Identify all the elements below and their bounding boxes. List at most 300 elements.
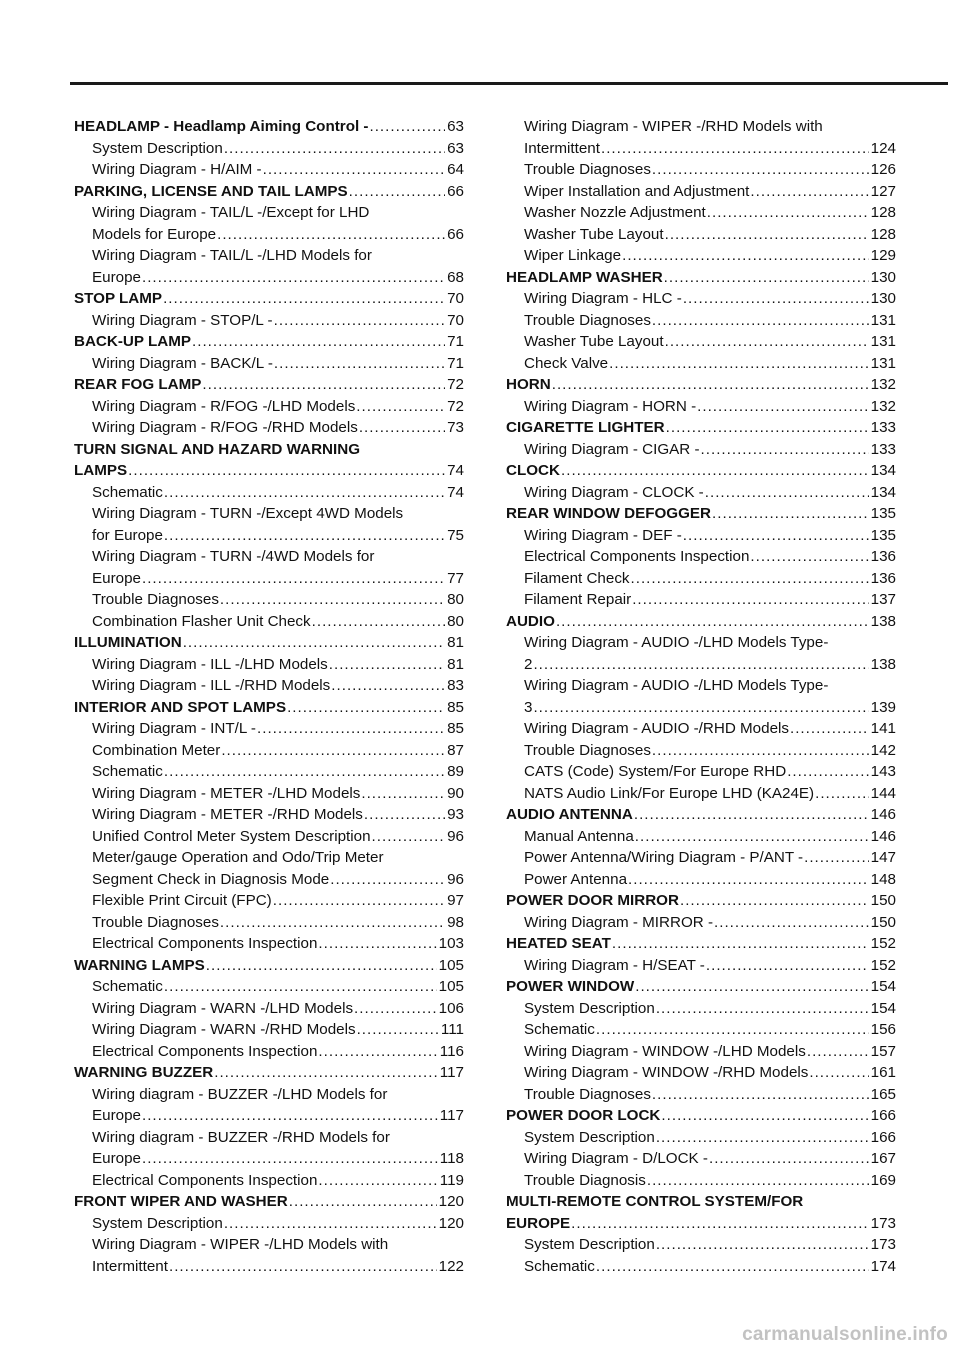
dot-leader: [318, 1041, 437, 1063]
toc-entry[interactable]: [506, 1041, 896, 1063]
toc-entry-label: Europe: [92, 1150, 141, 1167]
dot-leader: [556, 611, 869, 633]
toc-entry-label: Trouble Diagnoses: [92, 591, 219, 608]
toc-entry[interactable]: [506, 955, 896, 977]
toc-page-number: 80: [447, 612, 464, 630]
toc-entry[interactable]: [74, 1148, 464, 1170]
toc-entry[interactable]: [506, 396, 896, 418]
toc-section-heading[interactable]: [74, 116, 464, 138]
toc-page-number: 105: [438, 956, 464, 974]
toc-entry[interactable]: [506, 1062, 896, 1084]
dot-leader: [697, 396, 869, 418]
toc-entry[interactable]: [506, 783, 896, 805]
toc-entry-label: Wiring Diagram - TAIL/L -/Except for LHD: [92, 204, 370, 221]
toc-entry[interactable]: [74, 396, 464, 418]
toc-entry[interactable]: [506, 181, 896, 203]
toc-entry-label: Manual Antenna: [524, 827, 634, 845]
toc-page-number: 105: [438, 978, 464, 995]
toc-entry-label: Wiring Diagram - AUDIO -/LHD Models Type-: [524, 634, 829, 651]
toc-entry[interactable]: [74, 654, 464, 676]
toc-entry[interactable]: [74, 933, 464, 955]
toc-page-number: 169: [870, 1171, 896, 1189]
toc-entry[interactable]: [74, 847, 464, 869]
dot-leader: [701, 439, 869, 461]
toc-entry[interactable]: [506, 1127, 896, 1149]
toc-entry[interactable]: [506, 1084, 896, 1106]
dot-leader: [206, 955, 437, 977]
toc-page-number: 116: [439, 1042, 464, 1060]
toc-entry-label: ILLUMINATION: [74, 634, 182, 651]
toc-entry[interactable]: [74, 675, 464, 697]
toc-entry[interactable]: [74, 1041, 464, 1063]
toc-entry[interactable]: [506, 718, 896, 740]
toc-section-heading[interactable]: [506, 1213, 896, 1235]
toc-entry-label: Power Antenna: [524, 870, 628, 888]
toc-section-heading[interactable]: [506, 460, 896, 482]
toc-page-number: 71: [447, 333, 464, 350]
toc-entry[interactable]: [506, 1148, 896, 1170]
dot-leader: [202, 374, 445, 396]
toc-page-number: 126: [870, 161, 896, 178]
toc-entry-label: 2: [524, 655, 533, 673]
toc-entry[interactable]: [506, 632, 896, 654]
toc-page-number: 150: [870, 892, 896, 909]
dot-leader: [712, 503, 869, 525]
toc-entry-label: PARKING, LICENSE AND TAIL LAMPS: [74, 182, 348, 200]
toc-page-number: 147: [870, 849, 896, 866]
toc-entry[interactable]: [506, 353, 896, 375]
dot-leader: [635, 976, 868, 998]
dot-leader: [809, 1062, 868, 1084]
toc-entry[interactable]: [506, 847, 896, 869]
toc-entry[interactable]: [74, 1019, 464, 1041]
dot-leader: [815, 783, 869, 805]
toc-section-heading[interactable]: [74, 955, 464, 977]
toc-entry-label: Wiring Diagram - HORN -: [524, 397, 697, 415]
dot-leader: [656, 998, 869, 1020]
toc-entry[interactable]: [74, 1256, 464, 1278]
toc-page-number: 119: [439, 1171, 464, 1189]
toc-page-number: 93: [447, 806, 464, 823]
toc-entry-label: Trouble Diagnoses: [524, 1085, 651, 1103]
dot-leader: [142, 1148, 438, 1170]
toc-page-number: 77: [447, 569, 464, 587]
toc-entry-label: Wiring Diagram - MIRROR -: [524, 913, 714, 931]
toc-page-number: 106: [438, 999, 464, 1017]
dot-leader: [289, 1191, 437, 1213]
toc-section-heading[interactable]: [74, 1191, 464, 1213]
toc-page-number: 150: [870, 913, 896, 931]
toc-entry[interactable]: [74, 976, 464, 998]
toc-page-number: 68: [447, 268, 464, 286]
toc-entry[interactable]: [74, 718, 464, 740]
toc-entry[interactable]: [74, 912, 464, 934]
toc-entry[interactable]: [74, 417, 464, 439]
toc-page-number: 173: [870, 1214, 896, 1232]
dot-leader: [142, 568, 445, 590]
toc-entry-label: Wiring Diagram - AUDIO -/RHD Models: [524, 720, 789, 737]
toc-entry[interactable]: [74, 224, 464, 246]
toc-entry-label: Wiring Diagram - WARN -/LHD Models: [92, 999, 354, 1017]
toc-page-number: 144: [870, 784, 896, 802]
toc-section-heading[interactable]: [74, 632, 464, 654]
toc-entry-label: Washer Tube Layout: [524, 225, 664, 243]
dot-leader: [628, 869, 869, 891]
toc-entry-label: Electrical Components Inspection: [92, 1171, 318, 1189]
toc-entry-label: Schematic: [92, 763, 163, 780]
toc-entry-label: Electrical Components Inspection: [92, 1042, 318, 1060]
dot-leader: [647, 1170, 869, 1192]
toc-entry-label: Wiring Diagram - R/FOG -/LHD Models: [92, 397, 356, 415]
toc-entry-label: Wiring diagram - BUZZER -/LHD Models for: [92, 1085, 388, 1103]
toc-entry[interactable]: [74, 568, 464, 590]
dot-leader: [164, 761, 445, 783]
toc-entry[interactable]: [506, 138, 896, 160]
toc-entry-label: System Description: [524, 1236, 655, 1253]
toc-entry[interactable]: [74, 482, 464, 504]
toc-page-number: 72: [447, 397, 464, 415]
toc-entry-label: Segment Check in Diagnosis Mode: [92, 870, 330, 888]
toc-entry[interactable]: [506, 998, 896, 1020]
toc-page-number: 63: [447, 118, 464, 135]
toc-entry[interactable]: [74, 869, 464, 891]
toc-page-number: 133: [870, 440, 896, 458]
toc-entry-label: Wiring Diagram - TURN -/4WD Models for: [92, 548, 375, 565]
toc-entry-label: Trouble Diagnoses: [524, 311, 651, 329]
toc-section-heading[interactable]: [506, 933, 896, 955]
toc-page-number: 103: [438, 935, 464, 952]
toc-entry-label: CLOCK: [506, 462, 560, 479]
dot-leader: [142, 267, 445, 289]
toc-entry-label: Wiring Diagram - D/LOCK -: [524, 1150, 708, 1167]
toc-section-heading[interactable]: [74, 697, 464, 719]
toc-entry-label: LAMPS: [74, 462, 128, 479]
toc-entry[interactable]: [74, 1170, 464, 1192]
toc-page-number: 80: [447, 591, 464, 608]
toc-page-number: 138: [870, 612, 896, 630]
toc-entry[interactable]: [74, 310, 464, 332]
toc-page-number: 72: [447, 376, 464, 393]
toc-entry[interactable]: [506, 675, 896, 697]
toc-entry-label: Wiring Diagram - WIPER -/RHD Models with: [524, 118, 823, 135]
dot-leader: [665, 331, 869, 353]
dot-leader: [287, 697, 445, 719]
toc-entry-label: Flexible Print Circuit (FPC): [92, 892, 272, 909]
toc-section-heading[interactable]: [506, 1191, 896, 1213]
dot-leader: [356, 396, 445, 418]
toc-page-number: 148: [870, 870, 896, 888]
toc-entry-label: WARNING LAMPS: [74, 956, 205, 974]
toc-page-number: 75: [447, 526, 464, 544]
toc-entry-label: INTERIOR AND SPOT LAMPS: [74, 698, 287, 716]
toc-entry-label: Wiring Diagram - WINDOW -/LHD Models: [524, 1042, 806, 1060]
toc-entry[interactable]: [74, 1084, 464, 1106]
toc-entry-label: EUROPE: [506, 1214, 571, 1232]
toc-page-number: 63: [447, 139, 464, 157]
toc-page-number: 157: [870, 1042, 896, 1060]
toc-entry[interactable]: [506, 245, 896, 267]
toc-entry-label: POWER DOOR MIRROR: [506, 892, 679, 909]
toc-entry-label: Wiring Diagram - H/AIM -: [92, 161, 262, 178]
dot-leader: [312, 611, 445, 633]
toc-entry-label: Washer Tube Layout: [524, 333, 664, 350]
toc-page-number: 134: [870, 462, 896, 479]
toc-entry-label: TURN SIGNAL AND HAZARD WARNING: [74, 440, 361, 458]
toc-page-number: 85: [447, 698, 464, 716]
dot-leader: [169, 1256, 437, 1278]
toc-entry-label: Combination Meter: [92, 741, 221, 759]
toc-page-number: 96: [447, 827, 464, 845]
dot-leader: [217, 224, 445, 246]
toc-entry[interactable]: [506, 288, 896, 310]
toc-section-heading[interactable]: [506, 417, 896, 439]
toc-entry-label: WARNING BUZZER: [74, 1064, 214, 1081]
dot-leader: [750, 546, 868, 568]
dot-leader: [214, 1062, 438, 1084]
toc-entry-label: POWER DOOR LOCK: [506, 1107, 661, 1124]
toc-entry-label: HEADLAMP - Headlamp Aiming Control -: [74, 118, 369, 135]
toc-entry-label: STOP LAMP: [74, 290, 163, 307]
toc-page-number: 70: [447, 311, 464, 329]
toc-entry-label: Wiring Diagram - CIGAR -: [524, 440, 700, 458]
toc-section-heading[interactable]: [74, 1062, 464, 1084]
toc-entry-label: Schematic: [524, 1257, 595, 1275]
toc-entry-label: Intermittent: [524, 139, 600, 157]
dot-leader: [631, 568, 869, 590]
dot-leader: [128, 460, 445, 482]
toc-page-number: 154: [870, 978, 896, 995]
toc-entry[interactable]: [74, 783, 464, 805]
toc-entry[interactable]: [506, 331, 896, 353]
toc-page-number: 117: [439, 1107, 464, 1124]
toc-entry[interactable]: [74, 353, 464, 375]
toc-entry-label: AUDIO: [506, 612, 555, 630]
toc-section-heading[interactable]: [506, 267, 896, 289]
toc-entry-label: Wiring Diagram - BACK/L -: [92, 354, 273, 372]
toc-entry[interactable]: [74, 1213, 464, 1235]
toc-page-number: 128: [870, 225, 896, 243]
toc-entry[interactable]: [74, 998, 464, 1020]
toc-page-number: 167: [870, 1150, 896, 1167]
toc-entry-label: Wiring Diagram - ILL -/LHD Models: [92, 655, 328, 673]
toc-entry-label: Wiring Diagram - WIPER -/LHD Models with: [92, 1236, 389, 1253]
dot-leader: [683, 525, 869, 547]
toc-entry[interactable]: [74, 1105, 464, 1127]
dot-leader: [164, 525, 445, 547]
toc-entry[interactable]: [74, 525, 464, 547]
toc-entry-label: for Europe: [92, 526, 163, 544]
toc-page-number: 131: [870, 333, 896, 350]
toc-entry[interactable]: [74, 611, 464, 633]
toc-entry[interactable]: [74, 804, 464, 826]
dot-leader: [331, 675, 445, 697]
toc-page-number: 131: [870, 311, 896, 329]
dot-leader: [706, 955, 869, 977]
toc-entry[interactable]: [506, 912, 896, 934]
toc-entry[interactable]: [506, 589, 896, 611]
toc-entry-label: Power Antenna/Wiring Diagram - P/ANT -: [524, 849, 804, 866]
toc-entry-label: Wiring Diagram - DEF -: [524, 526, 682, 544]
toc-entry[interactable]: [506, 310, 896, 332]
toc-section-heading[interactable]: [506, 804, 896, 826]
toc-page-number: 131: [870, 354, 896, 372]
dot-leader: [787, 761, 868, 783]
dot-leader: [221, 740, 445, 762]
toc-entry[interactable]: [506, 1170, 896, 1192]
dot-leader: [192, 331, 445, 353]
toc-page-number: 134: [870, 483, 896, 501]
dot-leader: [571, 1213, 869, 1235]
toc-entry[interactable]: [506, 159, 896, 181]
toc-page-number: 66: [447, 182, 464, 200]
toc-section-heading[interactable]: [506, 374, 896, 396]
toc-entry-label: HEATED SEAT: [506, 935, 611, 952]
toc-entry[interactable]: [506, 761, 896, 783]
toc-entry[interactable]: [74, 740, 464, 762]
toc-entry[interactable]: [506, 482, 896, 504]
toc-entry-label: FRONT WIPER AND WASHER: [74, 1193, 288, 1210]
toc-page-number: 124: [870, 139, 896, 157]
toc-entry[interactable]: [74, 267, 464, 289]
toc-entry-label: Wiring Diagram - R/FOG -/RHD Models: [92, 419, 358, 436]
toc-page-number: 136: [870, 548, 896, 565]
toc-entry[interactable]: [506, 568, 896, 590]
toc-section-heading[interactable]: [506, 611, 896, 633]
toc-entry[interactable]: [74, 202, 464, 224]
toc-section-heading[interactable]: [506, 976, 896, 998]
toc-entry[interactable]: [506, 1234, 896, 1256]
toc-entry[interactable]: [74, 826, 464, 848]
toc-entry-label: Electrical Components Inspection: [524, 548, 750, 565]
dot-leader: [632, 589, 868, 611]
toc-entry[interactable]: [74, 503, 464, 525]
toc-entry-label: AUDIO ANTENNA: [506, 806, 633, 823]
toc-entry-label: Unified Control Meter System Description: [92, 827, 371, 845]
dot-leader: [714, 912, 869, 934]
toc-entry-label: MULTI-REMOTE CONTROL SYSTEM/FOR: [506, 1193, 804, 1210]
toc-entry[interactable]: [506, 740, 896, 762]
toc-page-number: 120: [438, 1214, 464, 1232]
dot-leader: [372, 826, 446, 848]
toc-section-heading[interactable]: [74, 460, 464, 482]
dot-leader: [354, 998, 437, 1020]
toc-entry[interactable]: [506, 525, 896, 547]
toc-entry-label: Wiring Diagram - AUDIO -/LHD Models Type-: [524, 677, 829, 694]
dot-leader: [683, 288, 869, 310]
toc-page-number: 117: [439, 1064, 464, 1081]
toc-entry-label: Europe: [92, 268, 141, 286]
dot-leader: [330, 869, 445, 891]
toc-entry[interactable]: [74, 159, 464, 181]
dot-leader: [183, 632, 445, 654]
toc-entry[interactable]: [506, 826, 896, 848]
toc-entry[interactable]: [506, 697, 896, 719]
toc-entry-label: Wiring Diagram - STOP/L -: [92, 311, 273, 329]
dot-leader: [361, 783, 445, 805]
toc-entry-label: Trouble Diagnoses: [524, 741, 651, 759]
toc-entry[interactable]: [74, 761, 464, 783]
dot-leader: [680, 890, 869, 912]
toc-entry-label: Trouble Diagnoses: [92, 913, 219, 931]
toc-entry[interactable]: [506, 869, 896, 891]
toc-entry[interactable]: [74, 245, 464, 267]
toc-entry-label: Electrical Components Inspection: [92, 935, 318, 952]
dot-leader: [369, 116, 445, 138]
toc-entry[interactable]: [74, 138, 464, 160]
dot-leader: [318, 1170, 437, 1192]
toc-page-number: 136: [870, 569, 896, 587]
toc-section-heading[interactable]: [74, 181, 464, 203]
dot-leader: [652, 740, 869, 762]
dot-leader: [705, 482, 869, 504]
toc-entry-label: REAR WINDOW DEFOGGER: [506, 505, 712, 522]
toc-entry[interactable]: [506, 546, 896, 568]
toc-entry[interactable]: [506, 116, 896, 138]
dot-leader: [359, 417, 445, 439]
toc-entry-label: Wiring Diagram - TAIL/L -/LHD Models for: [92, 247, 372, 264]
toc-section-heading[interactable]: [74, 374, 464, 396]
toc-page-number: 135: [870, 526, 896, 544]
toc-entry[interactable]: [74, 1234, 464, 1256]
toc-page-number: 129: [870, 247, 896, 264]
toc-entry-label: System Description: [524, 999, 655, 1017]
dot-leader: [612, 933, 869, 955]
toc-entry[interactable]: [506, 202, 896, 224]
toc-entry[interactable]: [74, 1127, 464, 1149]
toc-page-number: 132: [870, 376, 896, 393]
toc-page-number: 130: [870, 290, 896, 307]
toc-section-heading[interactable]: [74, 288, 464, 310]
toc-entry[interactable]: [74, 589, 464, 611]
toc-page-number: 66: [447, 225, 464, 243]
dot-leader: [656, 1127, 869, 1149]
dot-leader: [656, 1234, 869, 1256]
toc-section-heading[interactable]: [506, 1105, 896, 1127]
dot-leader: [364, 804, 445, 826]
toc-entry[interactable]: [506, 224, 896, 246]
toc-page-number: 146: [870, 827, 896, 845]
toc-entry-label: Wiring diagram - BUZZER -/RHD Models for: [92, 1128, 390, 1146]
toc-entry[interactable]: [506, 439, 896, 461]
toc-left-column: [74, 116, 464, 1277]
toc-section-heading[interactable]: [74, 439, 464, 461]
toc-section-heading[interactable]: [506, 890, 896, 912]
dot-leader: [664, 267, 869, 289]
toc-entry[interactable]: [506, 654, 896, 676]
toc-entry-label: Europe: [92, 1107, 141, 1124]
toc-entry[interactable]: [506, 1019, 896, 1041]
toc-entry-label: NATS Audio Link/For Europe LHD (KA24E): [524, 784, 815, 802]
toc-entry-label: REAR FOG LAMP: [74, 376, 202, 393]
toc-page-number: 71: [447, 354, 464, 372]
dot-leader: [804, 847, 869, 869]
dot-leader: [349, 181, 445, 203]
toc-page-number: 152: [870, 956, 896, 974]
toc-page-number: 139: [870, 698, 896, 716]
toc-entry[interactable]: [74, 890, 464, 912]
toc-page-number: 143: [870, 763, 896, 780]
toc-entry[interactable]: [74, 546, 464, 568]
toc-page-number: 128: [870, 204, 896, 221]
toc-entry[interactable]: [506, 1256, 896, 1278]
toc-section-heading[interactable]: [74, 331, 464, 353]
dot-leader: [274, 310, 445, 332]
toc-entry-label: Washer Nozzle Adjustment: [524, 204, 706, 221]
toc-page-number: 138: [870, 655, 896, 673]
toc-page-number: 141: [870, 720, 896, 737]
toc-entry-label: Wiring Diagram - METER -/LHD Models: [92, 784, 361, 802]
toc-section-heading[interactable]: [506, 503, 896, 525]
